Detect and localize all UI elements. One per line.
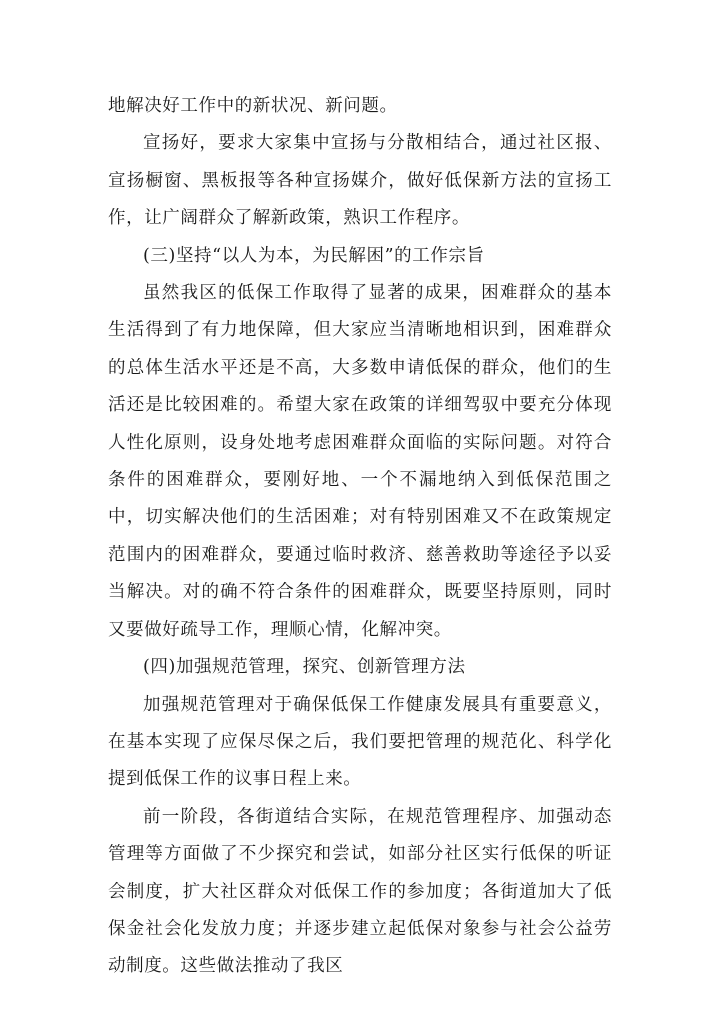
paragraph-publicity: 宣扬好，要求大家集中宣扬与分散相结合，通过社区报、宣扬橱窗、黑板报等各种宣扬媒介，做好低保新方法的宣扬工作，让广阔群众了解新政策，熟识工作程序。 bbox=[108, 133, 612, 229]
section-heading-3: (三)坚持“以人为本，为民解困”的工作宗旨 bbox=[143, 245, 485, 266]
paragraph-people-oriented: 虽然我区的低保工作取得了显著的成果，困难群众的基本生活得到了有力地保障，但大家应当清晰地相识到，困难群众的总体生活水平还是不高，大多数申请低保的群众，他们的生活还是比较困难的。希望大家在政策的详细驾驭中要充分体现人性化原则，设身处地考虑困难群众面临的实际问题。对符合条件的困难群众，要刚好地、一个不漏地纳入到低保范围之中，切实解决他们的生活困难；对有特别困难又不在政策规定范围内的困难群众，要通过临时救济、慈善救助等途径予以妥当解决。对的确不符合条件的困难群众，既要坚持原则，同时又要做好疏导工作，理顺心情，化解冲突。 bbox=[108, 283, 612, 640]
section-heading-4: (四)加强规范管理，探究、创新管理方法 bbox=[143, 657, 466, 678]
paragraph-previous-stage: 前一阶段，各街道结合实际，在规范管理程序、加强动态管理等方面做了不少探究和尝试，如部分社区实行低保的听证会制度，扩大社区群众对低保工作的参加度；各街道加大了低保金社会化发放力度；并逐步建立起低保对象参与社会公益劳动制度。这些做法推动了我区 bbox=[108, 806, 612, 977]
paragraph-standard-management: 加强规范管理对于确保低保工作健康发展具有重要意义，在基本实现了应保尽保之后，我们要把管理的规范化、科学化提到低保工作的议事日程上来。 bbox=[108, 694, 612, 790]
paragraph-continuation: 地解决好工作中的新状况、新问题。 bbox=[108, 96, 398, 116]
body-text bbox=[108, 88, 612, 986]
